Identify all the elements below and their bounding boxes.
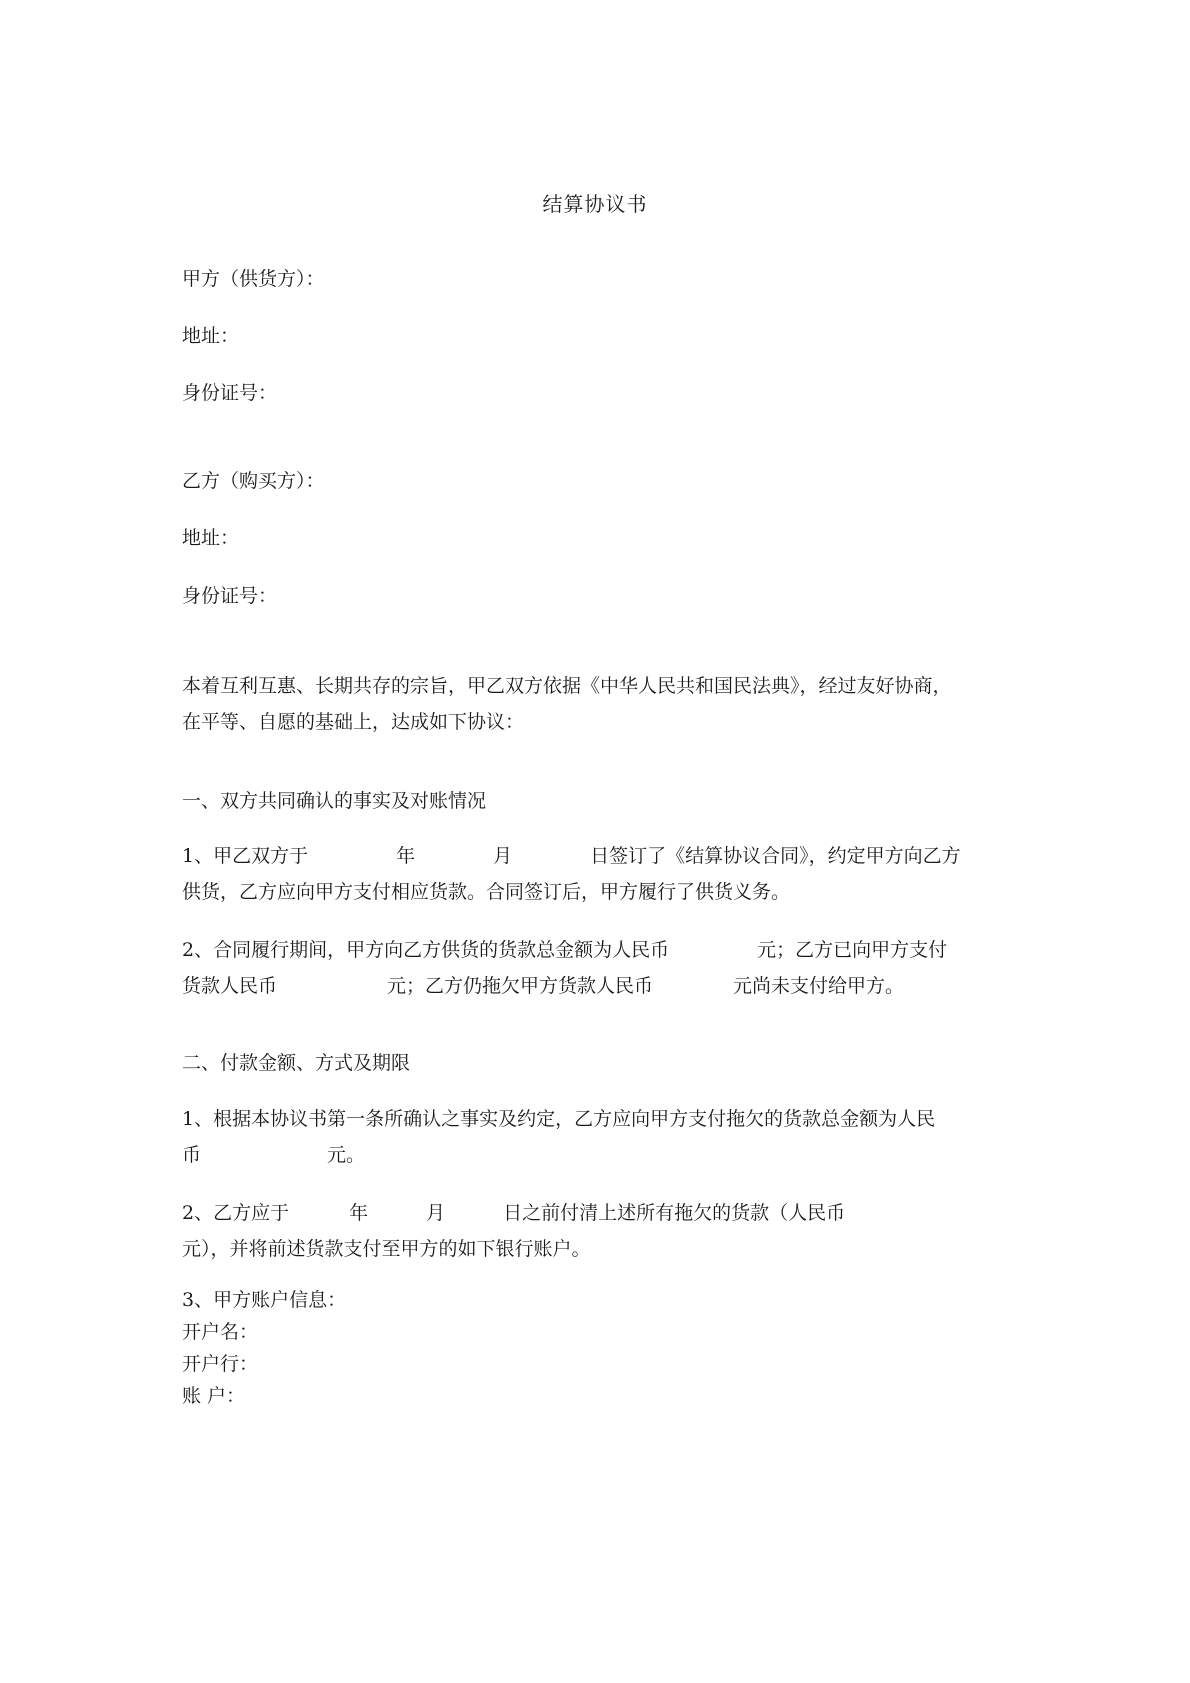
section-2-item-1-line-1: 1、根据本协议书第一条所确认之事实及约定，乙方应向甲方支付拖欠的货款总金额为人民 bbox=[182, 1108, 936, 1130]
section-2-heading: 二、付款金额、方式及期限 bbox=[182, 1052, 411, 1074]
section-1-item-2-line-2 bbox=[182, 968, 1022, 1004]
party-a-address-label: 地址： bbox=[182, 325, 240, 347]
item-1-year-label: 年 bbox=[396, 845, 416, 867]
section-1-item-2 bbox=[182, 932, 1022, 1004]
item-2-total-text: 2、合同履行期间，甲方向乙方供货的货款总金额为人民币 bbox=[182, 939, 670, 961]
s2-item-1-yuan: 元。 bbox=[327, 1144, 366, 1166]
section-2-item-1 bbox=[182, 1101, 1022, 1173]
section-1-item-1 bbox=[182, 838, 1022, 910]
party-b-address-label: 地址： bbox=[182, 527, 240, 549]
item-2-paid-amount-label: 货款人民币 bbox=[182, 975, 278, 997]
item-1-date-prefix: 1、甲乙双方于 bbox=[182, 845, 309, 867]
preamble-paragraph bbox=[182, 668, 1022, 740]
s2-item-2-month-label: 月 bbox=[426, 1202, 446, 1224]
section-2-item-3 bbox=[182, 1284, 346, 1412]
bank-label: 开户行： bbox=[182, 1353, 259, 1375]
party-b-label: 乙方（购买方）： bbox=[182, 470, 325, 492]
party-b-id-label: 身份证号： bbox=[182, 585, 278, 607]
s2-item-2-prefix: 2、乙方应于 bbox=[182, 1202, 290, 1224]
item-2-owed-text: 元；乙方仍拖欠甲方货款人民币 bbox=[387, 975, 654, 997]
preamble-line-2: 在平等、自愿的基础上，达成如下协议： bbox=[182, 711, 525, 733]
section-1-item-1-line-1 bbox=[182, 838, 1022, 874]
item-1-month-label: 月 bbox=[493, 845, 513, 867]
item-1-day-text: 日签订了《结算协议合同》，约定甲方向乙方 bbox=[590, 845, 961, 867]
account-number-label: 账 户： bbox=[182, 1385, 246, 1407]
s2-item-2-year-label: 年 bbox=[349, 1202, 369, 1224]
preamble-line-1: 本着互利互惠、长期共存的宗旨，甲乙双方依据《中华人民共和国民法典》，经过友好协商， bbox=[182, 675, 952, 697]
section-1-item-2-line-1 bbox=[182, 932, 1022, 968]
section-1-heading: 一、双方共同确认的事实及对账情况 bbox=[182, 790, 487, 812]
party-a-id-label: 身份证号： bbox=[182, 382, 278, 404]
section-2-item-2 bbox=[182, 1195, 1022, 1267]
account-name-label: 开户名： bbox=[182, 1321, 259, 1343]
document-title: 结算协议书 bbox=[542, 192, 648, 216]
item-2-paid-text: 元；乙方已向甲方支付 bbox=[757, 939, 948, 961]
item-2-unpaid-text: 元尚未支付给甲方。 bbox=[733, 975, 905, 997]
section-2-item-2-line-1 bbox=[182, 1195, 1022, 1231]
s2-item-2-day-text: 日之前付清上述所有拖欠的货款（人民币 bbox=[503, 1202, 846, 1224]
s2-item-1-currency: 币 bbox=[182, 1144, 202, 1166]
section-1-item-1-line-2: 供货，乙方应向甲方支付相应货款。合同签订后，甲方履行了供货义务。 bbox=[182, 881, 791, 903]
party-a-label: 甲方（供货方）： bbox=[182, 268, 325, 290]
section-2-item-1-line-2 bbox=[182, 1137, 1022, 1173]
section-2-item-2-line-2: 元），并将前述货款支付至甲方的如下银行账户。 bbox=[182, 1238, 591, 1260]
account-info-heading: 3、甲方账户信息： bbox=[182, 1289, 347, 1311]
